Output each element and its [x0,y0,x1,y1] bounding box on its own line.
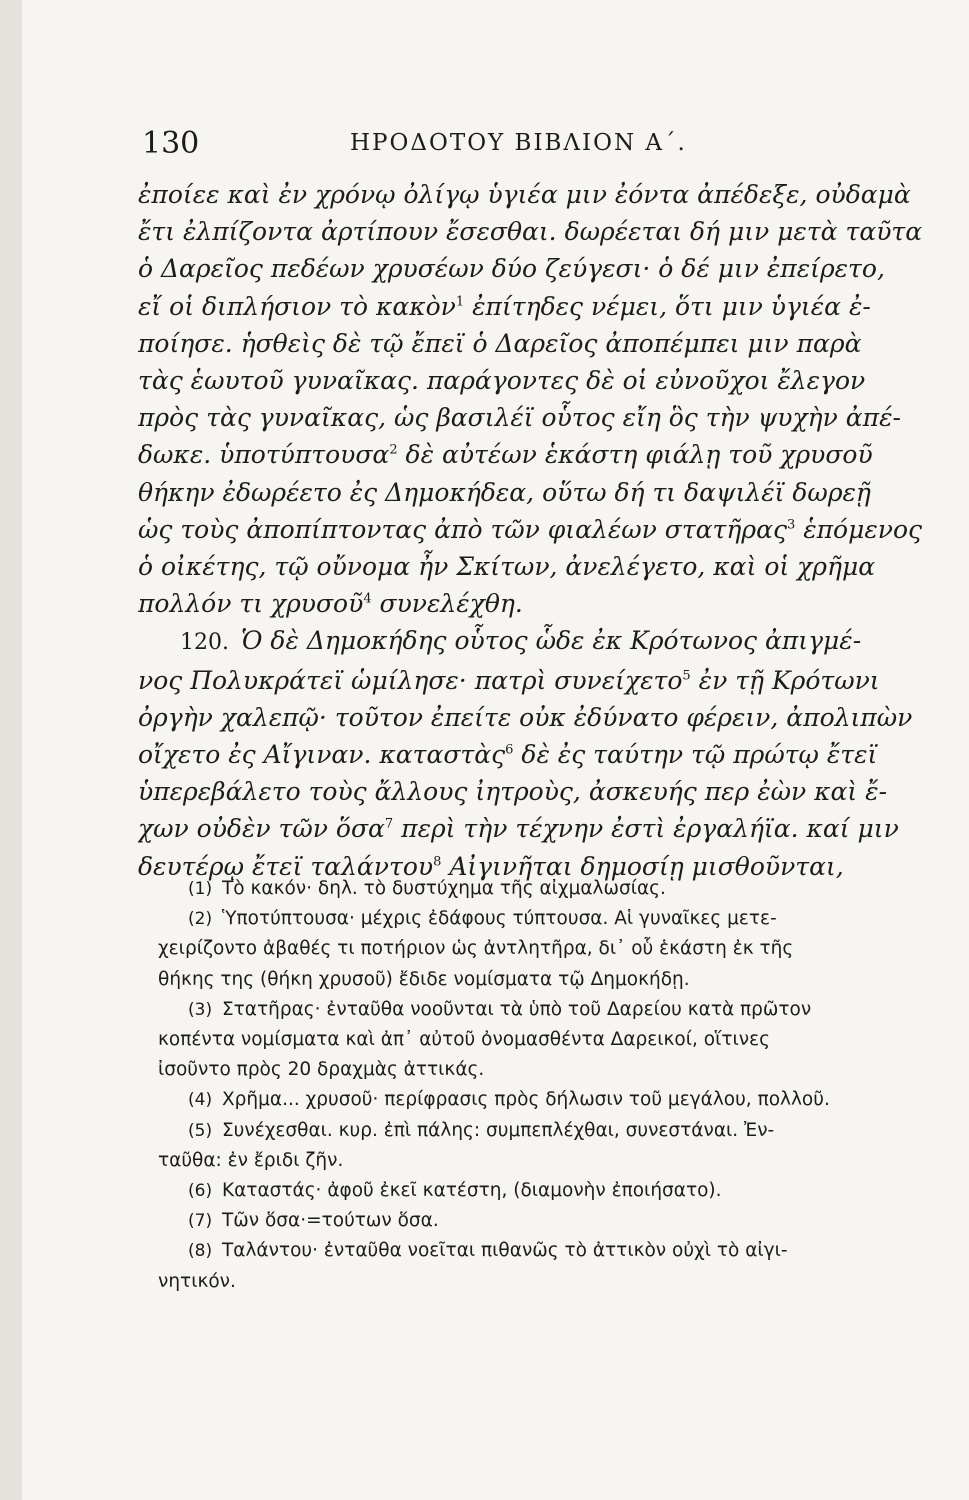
text-line [138,436,928,473]
footnotes [158,874,928,1297]
footnote-number: (6) [188,1181,213,1202]
footnote-number: (8) [188,1241,213,1262]
footnote-line: χειρίζοντο ἀβαθές τι ποτήριον ὡς ἀντλητῆρα, δι᾽ οὗ ἑκάστη ἐκ τῆς [158,938,794,960]
footnote-text: Τῶν ὅσα·=τούτων ὅσα. [221,1210,439,1232]
text-segment: ἐπίτηδες νέμει, ὅτι μιν ὑγιέα ἐ- [472,291,871,321]
footnote-line: νητικόν. [158,1270,236,1292]
text-segment: δὲ αὐτέων ἑκάστη φιάλῃ τοῦ χρυσοῦ [405,440,873,470]
footnote-line [158,1085,928,1115]
text-line [138,288,928,325]
footnote-line [158,1176,928,1206]
page-edge-shadow [0,0,22,1500]
footnote-line [158,874,928,904]
footnote-text: Συνέχεσθαι. κυρ. ἐπὶ πάλης: συμπεπλέχθαι, συνεστάναι. Ἐν- [221,1119,775,1141]
footnote-text: Ὑποτύπτουσα· μέχρις ἐδάφους τύπτουσα. Αἱ γυναῖκες μετε- [221,908,777,930]
text-line [138,662,928,699]
text-segment: εἴ οἱ διπλήσιον τὸ κακὸν [138,291,456,321]
note-ref-7: 7 [384,817,394,833]
text-line: ὀργὴν χαλεπῷ· τοῦτον ἐπείτε οὐκ ἐδύνατο φέρειν, ἀπολιπὼν [138,702,913,732]
footnote-number: (3) [188,999,213,1020]
footnote-line: κοπέντα νομίσματα καὶ ἀπ᾽ αὐτοῦ ὀνομασθέντα Δαρεικοί, οἵτινες [158,1029,770,1051]
text-segment: νος Πολυκράτεϊ ὡμίλησε· πατρὶ συνείχετο [138,665,683,695]
footnote-text: Χρῆμα... χρυσοῦ· περίφρασις πρὸς δήλωσιν τοῦ μεγάλου, πολλοῦ. [221,1089,830,1111]
text-segment: ὡς τοὺς ἀποπίπτοντας ἀπὸ τῶν φιαλέων στατῆρας [138,514,787,544]
footnote-text: Καταστάς· ἀφοῦ ἐκεῖ κατέστη, (διαμονὴν ἐποιήσατο). [221,1180,722,1202]
text-line [138,810,928,847]
footnote-line [158,1206,928,1236]
text-line [138,736,928,773]
text-line: πρὸς τὰς γυναῖκας, ὡς βασιλέϊ οὗτος εἴη ὃς τὴν ψυχὴν ἀπέ- [138,403,901,433]
text-line: ὁ Δαρεῖος πεδέων χρυσέων δύο ζεύγεσι· ὁ δέ μιν ἐπείρετο, [138,254,885,284]
section-number: 120. [180,630,229,656]
text-segment: δευτέρῳ ἔτεϊ ταλάντου [138,851,434,881]
running-head: ΗΡΟΔΟΤΟΥ ΒΙΒΛΙΟΝ Α΄. [350,130,687,156]
text-segment: ἐν τῇ Κρότωνι [698,665,880,695]
footnote-line: ἰσοῦντο πρὸς 20 δραχμὰς ἀττικάς. [158,1059,485,1081]
footnote-text: Στατῆρας· ἐνταῦθα νοοῦνται τὰ ὑπὸ τοῦ Δαρείου κατὰ πρῶτον [221,998,812,1020]
text-line: ὑπερεβάλετο τοὺς ἄλλους ἰητροὺς, ἀσκευής περ ἐὼν καὶ ἔ- [138,777,888,807]
text-line: τὰς ἑωυτοῦ γυναῖκας. παράγοντες δὲ οἱ εὐνοῦχοι ἔλεγον [138,366,866,396]
note-ref-1: 1 [455,294,465,310]
text-line: θήκην ἐδωρέετο ἐς Δημοκήδεα, οὕτω δή τι δαψιλέϊ δωρεῇ [138,477,871,507]
note-ref-4: 4 [363,591,372,607]
main-text [138,176,928,885]
text-line [138,622,928,661]
footnote-number: (5) [188,1120,213,1141]
page-header [120,118,880,168]
note-ref-8: 8 [433,854,442,870]
text-segment: ἑπόμενος [803,514,922,544]
footnote-number: (2) [188,909,213,930]
footnote-line: θήκης της (θήκη χρυσοῦ) ἔδιδε νομίσματα τῷ Δημοκήδῃ. [158,968,690,990]
page-number: 130 [142,126,200,161]
footnote-line [158,1116,928,1146]
footnote-number: (4) [188,1090,213,1111]
footnote-text: Ταλάντου· ἐνταῦθα νοεῖται πιθανῶς τὸ ἀττικὸν οὐχὶ τὸ αἰγι- [221,1240,788,1262]
text-line: ἔτι ἐλπίζοντα ἀρτίπουν ἔσεσθαι. δωρέεται δή μιν μετὰ ταῦτα [138,217,923,247]
text-segment: δωκε. ὑποτύπτουσα [138,440,390,470]
text-segment: χων οὐδὲν τῶν ὅσα [138,814,385,844]
text-segment: συνελέχθη. [379,589,523,619]
footnote-line [158,904,928,934]
footnote-number: (1) [188,879,213,899]
note-ref-3: 3 [786,517,796,533]
footnote-line: ταῦθα: ἐν ἔριδι ζῆν. [158,1149,344,1171]
text-line: ποίησε. ἡσθεὶς δὲ τῷ ἔπεϊ ὁ Δαρεῖος ἀποπέμπει μιν παρὰ [138,328,862,358]
text-segment: Αἰγινῆται δημοσίῃ μισθοῦνται, [449,851,844,881]
text-segment: περὶ τὴν τέχνην ἐστὶ ἐργαλήϊα. καί μιν [401,814,899,844]
text-segment: οἴχετο ἐς Αἴγιναν. καταστὰς [138,740,506,770]
text-line: ἐποίεε καὶ ἐν χρόνῳ ὀλίγῳ ὑγιέα μιν ἐόντα ἀπέδεξε, οὐδαμὰ [138,180,911,209]
text-segment: Ὁ δὲ Δημοκήδης οὗτος ὧδε ἐκ Κρότωνος ἀπιγμέ- [240,626,862,656]
text-line [138,585,928,622]
text-line: ὁ οἰκέτης, τῷ οὔνομα ἦν Σκίτων, ἀνελέγετο, καὶ οἱ χρῆμα [138,552,876,582]
footnote-line [158,1236,928,1266]
note-ref-6: 6 [505,742,514,758]
footnote-number: (7) [188,1211,213,1232]
text-line [138,511,928,548]
note-ref-5: 5 [682,668,691,684]
footnote-text: Τὸ κακόν· δηλ. τὸ δυστύχημα τῆς αἰχμαλωσίας. [221,878,666,899]
text-segment: πολλόν τι χρυσοῦ [138,589,364,619]
note-ref-2: 2 [389,443,398,459]
text-segment: δὲ ἐς ταύτην τῷ πρώτῳ ἔτεϊ [521,740,878,770]
footnote-line [158,995,928,1025]
